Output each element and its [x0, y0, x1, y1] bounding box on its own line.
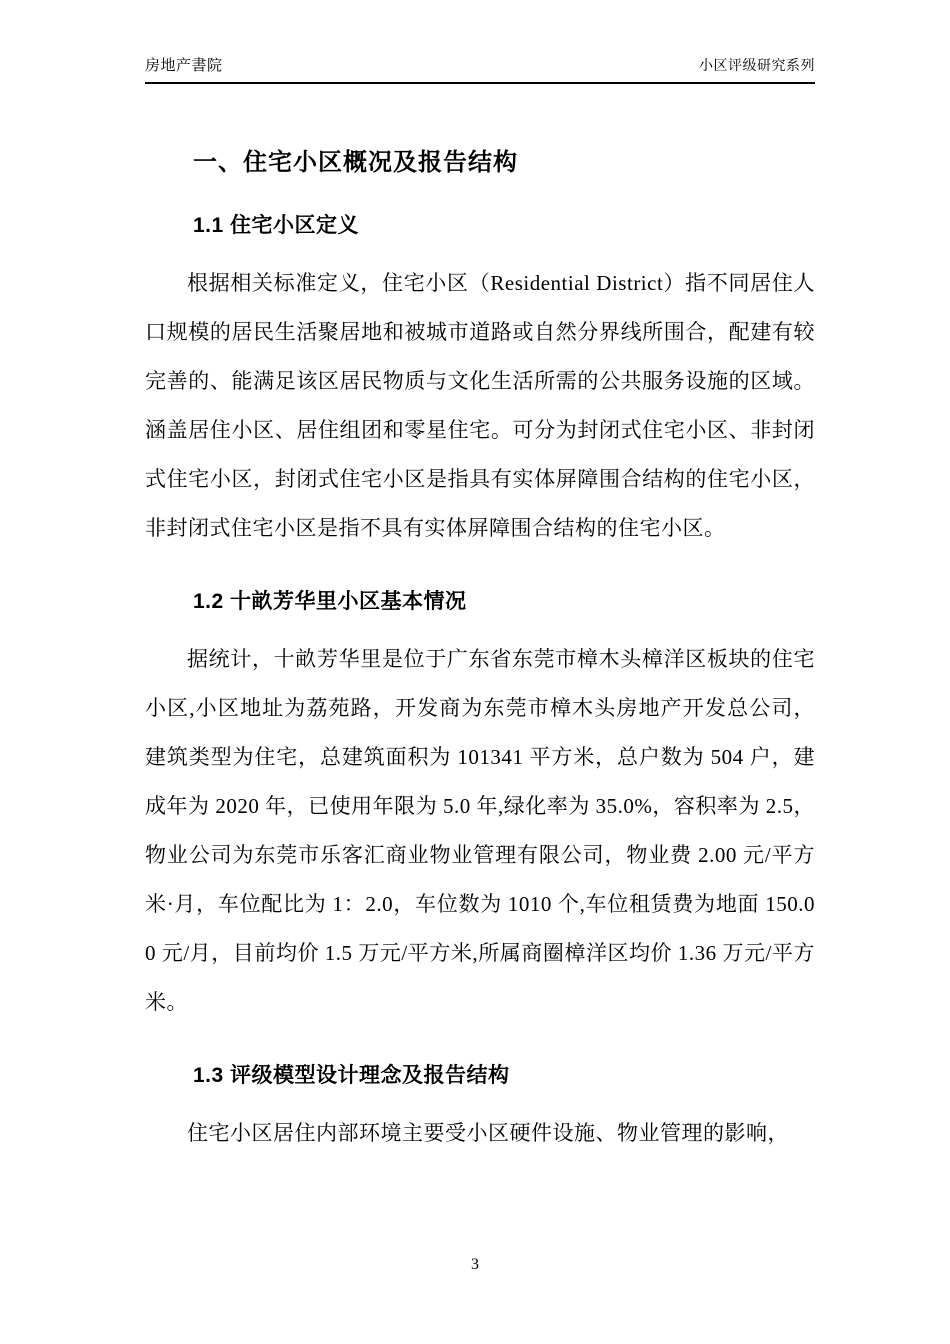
- page-number: 3: [471, 1256, 479, 1273]
- chapter-title: 一、住宅小区概况及报告结构: [193, 149, 518, 176]
- section-1-1-title: 1.1 住宅小区定义: [193, 214, 360, 237]
- header-left-text: 房地产書院: [145, 58, 223, 74]
- header-right-text: 小区评级研究系列: [699, 59, 815, 74]
- section-1-3-paragraph: 住宅小区居住内部环境主要受小区硬件设施、物业管理的影响，: [187, 1121, 789, 1145]
- section-1-2-paragraph: 据统计，十畝芳华里是位于广东省东莞市樟木头樟洋区板块的住宅小区,小区地址为荔苑路，开发商为东莞市樟木头房地产开发总公司，建筑类型为住宅，总建筑面积为 101341 平方米，总户数为 504 户，建成年为 2020 年，已使用年限为 5.0 年,绿化率为 35.0%，容积率为 2.5，物业公司为东莞市乐客汇商业物业管理有限公司，物业费 2.00 元/平方米·月，车位配比为 1：2.0，车位数为 1010 个,车位租赁费为地面 150.00 元/月，目前均价 1.5 万元/平方米,所属商圈樟洋区均价 1.36 万元/平方米。: [145, 647, 815, 1014]
- section-1-3-title: 1.3 评级模型设计理念及报告结构: [193, 1064, 510, 1087]
- section-1-1-paragraph: 根据相关标准定义，住宅小区（Residential District）指不同居住人口规模的居民生活聚居地和被城市道路或自然分界线所围合，配建有较完善的、能满足该区居民物质与文化生活所需的公共服务设施的区域。涵盖居住小区、居住组团和零星住宅。可分为封闭式住宅小区、非封闭式住宅小区，封闭式住宅小区是指具有实体屏障围合结构的住宅小区，非封闭式住宅小区是指不具有实体屏障围合结构的住宅小区。: [145, 271, 815, 540]
- page-footer: [0, 1256, 950, 1274]
- page-header: [145, 54, 815, 84]
- document-content: [145, 90, 815, 1158]
- section-1-2-title: 1.2 十畝芳华里小区基本情况: [193, 590, 467, 613]
